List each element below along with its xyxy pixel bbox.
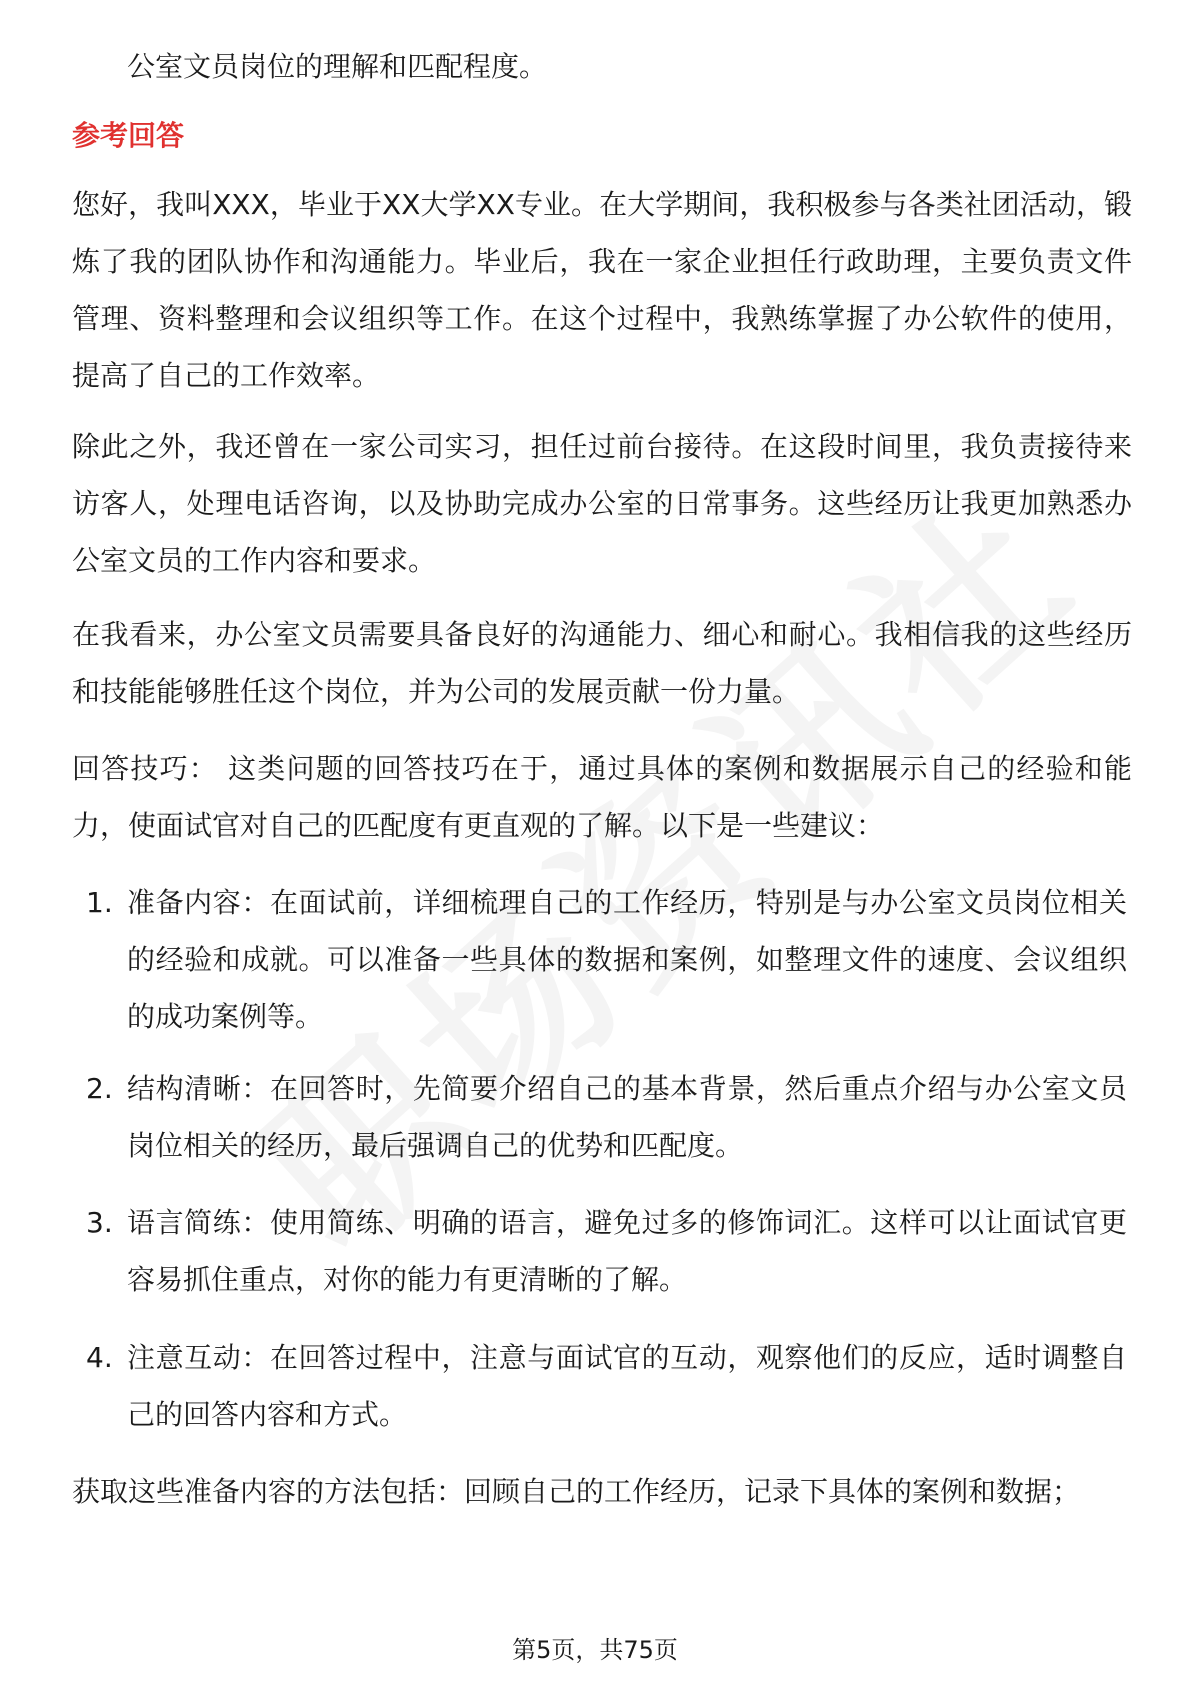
paragraph-internship: 除此之外，我还曾在一家公司实习，担任过前台接待。在这段时间里，我负责接待来访客人，处理电话咨询，以及协助完成办公室的日常事务。这些经历让我更加熟悉办公室文员的工作内容和要求。 [72,430,1132,577]
list-number: 3. [86,1206,113,1239]
paragraph-closing: 获取这些准备内容的方法包括：回顾自己的工作经历，记录下具体的案例和数据； [72,1475,1081,1508]
list-number: 4. [86,1341,113,1374]
page-footer: 第5页，共75页 [512,1636,678,1664]
list-number: 2. [86,1072,113,1105]
list-text: 注意互动：在回答过程中，注意与面试官的互动，观察他们的反应，适时调整自己的回答内容和方式。 [127,1341,1127,1431]
list-text: 结构清晰：在回答时，先简要介绍自己的基本背景，然后重点介绍与办公室文员岗位相关的经历，最后强调自己的优势和匹配度。 [127,1072,1127,1162]
section-heading: 参考回答 [72,119,185,152]
list-text: 语言简练：使用简练、明确的语言，避免过多的修饰词汇。这样可以让面试官更容易抓住重点，对你的能力有更清晰的了解。 [127,1206,1127,1296]
list-number: 1. [86,886,113,919]
paragraph-tips: 回答技巧： 这类问题的回答技巧在于，通过具体的案例和数据展示自己的经验和能力，使面试官对自己的匹配度有更直观的了解。以下是一些建议： [72,752,1132,842]
paragraph-opinion: 在我看来，办公室文员需要具备良好的沟通能力、细心和耐心。我相信我的这些经历和技能能够胜任这个岗位，并为公司的发展贡献一份力量。 [72,618,1132,708]
paragraph-intro: 您好，我叫XXX，毕业于XX大学XX专业。在大学期间，我积极参与各类社团活动，锻炼了我的团队协作和沟通能力。毕业后，我在一家企业担任行政助理，主要负责文件管理、资料整理和会议组织等工作。在这个过程中，我熟练掌握了办公软件的使用，提高了自己的工作效率。 [72,188,1132,392]
list-text: 准备内容：在面试前，详细梳理自己的工作经历，特别是与办公室文员岗位相关的经验和成就。可以准备一些具体的数据和案例，如整理文件的速度、会议组织的成功案例等。 [127,886,1127,1033]
continuation-line: 公室文员岗位的理解和匹配程度。 [127,50,548,83]
